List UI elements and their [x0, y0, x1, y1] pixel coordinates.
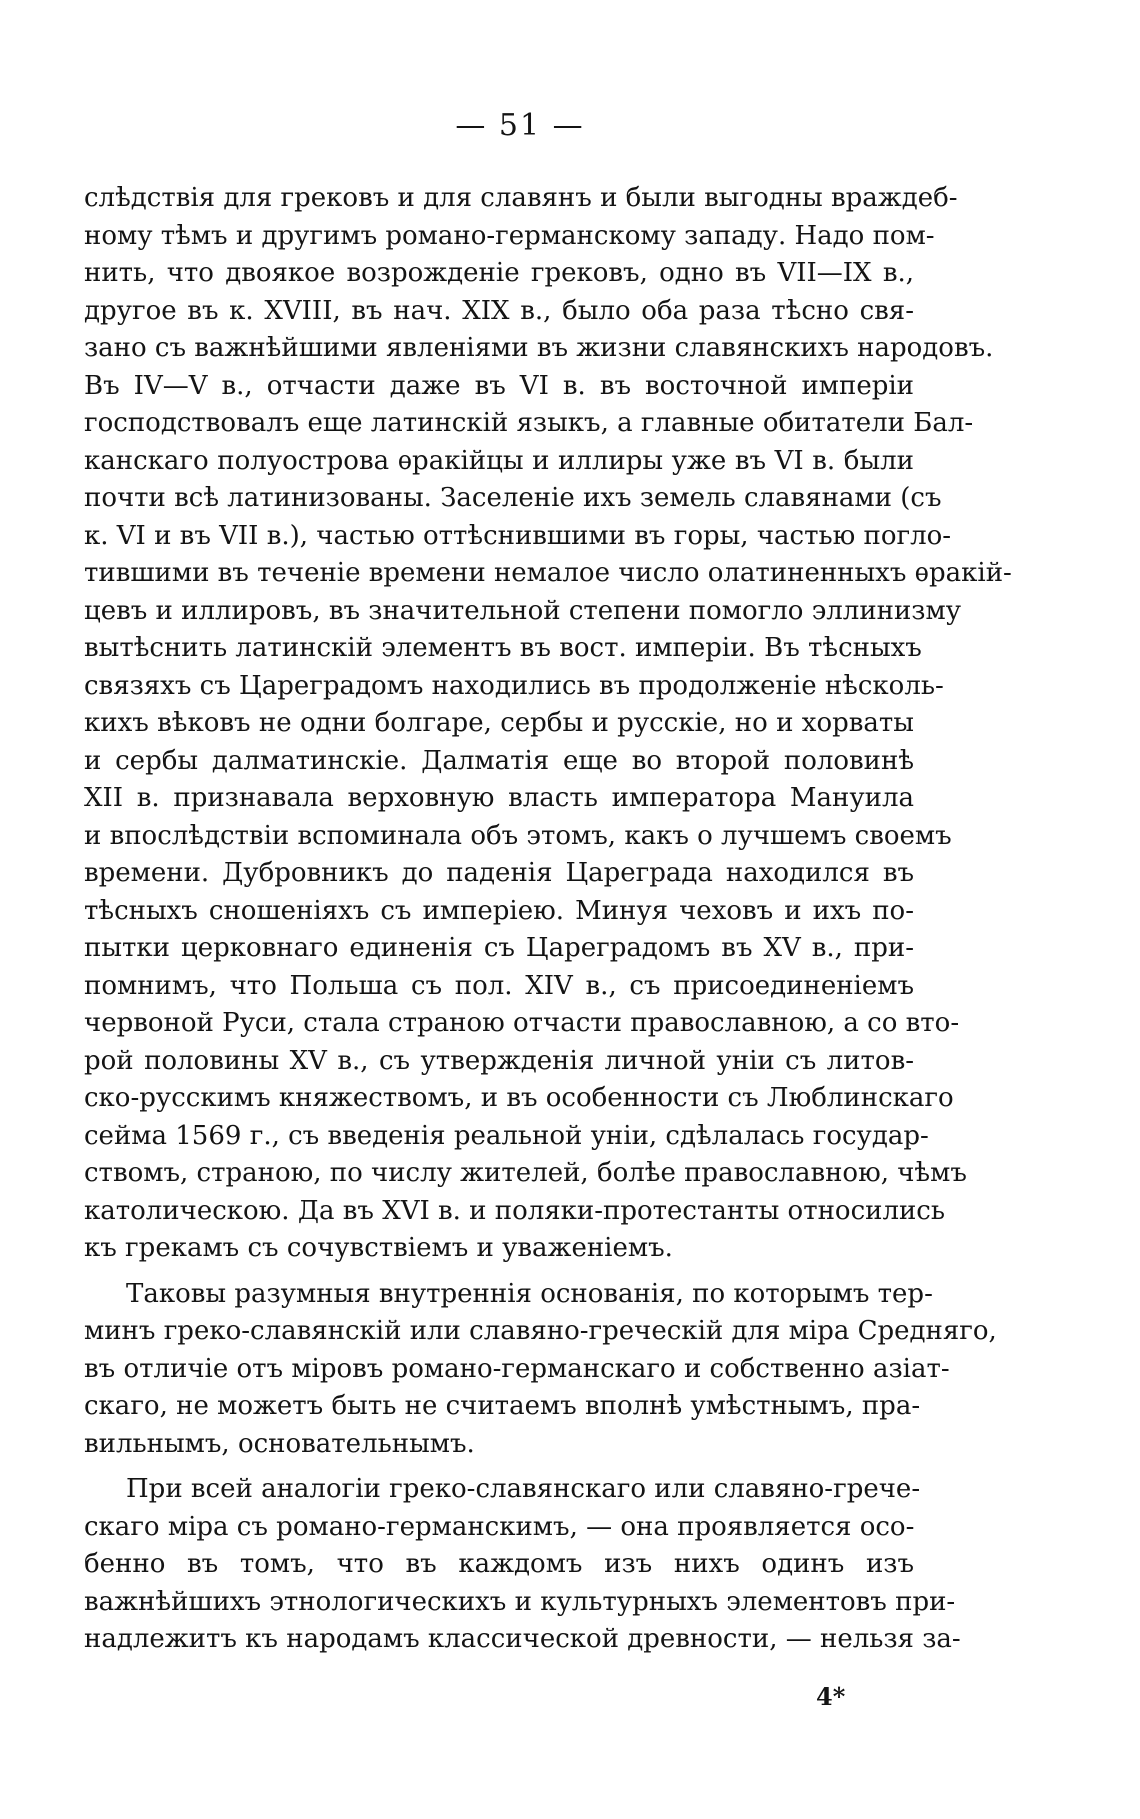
text-line: времени. Дубровникъ до паденія Цареграда находился въ — [84, 858, 914, 888]
text-line: вильнымъ, основательнымъ. — [84, 1428, 475, 1459]
text-line: ско-русскимъ княжествомъ, и въ особенности съ Люблинскаго — [84, 1083, 954, 1113]
text-line: Въ IV—V в., отчасти даже въ VI в. въ восточной имперіи — [84, 370, 914, 401]
text-line: червоной Руси, стала страною отчасти православною, а со вто- — [84, 1008, 960, 1038]
text-line: скаго, не можетъ быть не считаемъ вполнѣ умѣстнымъ, пра- — [84, 1391, 921, 1421]
paragraph — [84, 1276, 997, 1464]
text-line: ному тѣмъ и другимъ романо-германскому западу. Надо пом- — [84, 220, 935, 251]
text-line: рой половины XV в., съ утвержденія личной уніи съ литов- — [84, 1045, 914, 1076]
text-line: надлежитъ къ народамъ классической древности, — нельзя за- — [84, 1624, 961, 1654]
text-line: При всей аналогіи греко-славянскаго или славяно-грече- — [126, 1474, 921, 1504]
text-line: слѣдствія для грековъ и для славянъ и были выгодны враждеб- — [84, 183, 958, 213]
text-line: помнимъ, что Польша съ пол. XIV в., съ присоединеніемъ — [84, 970, 914, 1001]
text-line: ствомъ, страною, по числу жителей, болѣе православною, чѣмъ — [84, 1158, 967, 1188]
text-line: и впослѣдствіи вспоминала объ этомъ, какъ о лучшемъ своемъ — [84, 820, 952, 851]
text-line: минъ греко-славянскій или славяно-греческій для міра Средняго, — [84, 1316, 997, 1346]
text-line: цевъ и иллировъ, въ значительной степени помогло эллинизму — [84, 595, 962, 626]
paragraph-gap — [84, 1463, 914, 1471]
text-line: тившими въ теченіе времени немалое число олатиненныхъ ѳракій- — [84, 558, 1012, 588]
text-line: тѣсныхъ сношеніяхъ съ имперіею. Минуя чеховъ и ихъ по- — [84, 895, 914, 926]
text-line: к. VI и въ VII в.), частью оттѣснившими въ горы, частью погло- — [84, 520, 952, 551]
text-line: бенно въ томъ, что въ каждомъ изъ нихъ одинъ изъ — [84, 1549, 914, 1579]
paragraph-gap — [84, 1268, 914, 1276]
text-line: скаго міра съ романо-германскимъ, — она проявляется осо- — [84, 1511, 915, 1542]
text-line: канскаго полуострова ѳракійцы и иллиры уже въ VI в. были — [84, 445, 914, 476]
text-line: связяхъ съ Цареградомъ находились въ продолженіе нѣсколь- — [84, 670, 944, 701]
text-line: зано съ важнѣйшими явленіями въ жизни славянскихъ народовъ. — [84, 333, 994, 363]
text-line: Таковы разумныя внутреннія основанія, по которымъ тер- — [126, 1278, 933, 1309]
text-line: сейма 1569 г., съ введенія реальной уніи, сдѣлалась государ- — [84, 1120, 929, 1151]
text-line: въ отличіе отъ міровъ романо-германскаго и собственно азіат- — [84, 1353, 950, 1384]
text-line: пытки церковнаго единенія съ Цареградомъ въ XV в., при- — [84, 933, 914, 963]
text-line: XII в. признавала верховную власть императора Мануила — [84, 783, 914, 813]
text-line: другое въ к. XVIII, въ нач. XIX в., было оба раза тѣсно свя- — [84, 295, 914, 326]
text-line: вытѣснить латинскій элементъ въ вост. имперіи. Въ тѣсныхъ — [84, 633, 922, 663]
paragraph — [84, 1471, 961, 1659]
text-line: католическою. Да въ XVI в. и поляки-протестанты относились — [84, 1195, 946, 1226]
text-line: нить, что двоякое возрожденіе грековъ, одно въ VII—IX в., — [84, 258, 914, 288]
paragraph — [84, 180, 1012, 1268]
text-line: важнѣйшихъ этнологическихъ и культурныхъ элементовъ при- — [84, 1586, 956, 1617]
page-number: — 51 — — [455, 108, 585, 143]
text-line: господствовалъ еще латинскій языкъ, а главные обитатели Бал- — [84, 408, 974, 438]
body-text — [84, 180, 1012, 1659]
text-line: и сербы далматинскіе. Далматія еще во второй половинѣ — [84, 745, 914, 776]
text-line: къ грекамъ съ сочувствіемъ и уваженіемъ. — [84, 1233, 673, 1263]
text-line: кихъ вѣковъ не одни болгаре, сербы и русскіе, но и хорваты — [84, 708, 914, 738]
signature-mark: 4* — [816, 1682, 846, 1711]
text-line: почти всѣ латинизованы. Заселеніе ихъ земель славянами (съ — [84, 483, 942, 513]
